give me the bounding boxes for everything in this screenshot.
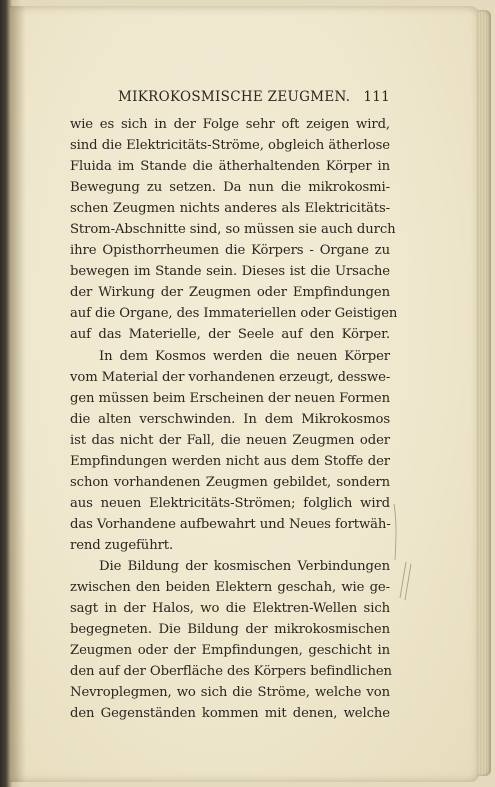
text-line: begegneten. Die Bildung der mikrokosmischen	[70, 622, 390, 638]
text-line: Strom-Abschnitte sind, so müssen sie auch durch	[70, 222, 396, 238]
spine-shadow	[10, 6, 26, 782]
page-edges	[477, 10, 491, 776]
text-line: auf das Materielle, der Seele auf den Körper.	[70, 327, 390, 343]
text-line: Zeugmen oder der Empfindungen, geschicht in	[70, 643, 390, 659]
text-line: Empfindungen werden nicht aus dem Stoffe der	[70, 453, 390, 469]
text-line: den auf der Oberfläche des Körpers befindlichen	[70, 664, 392, 680]
pencil-bracket-mark	[394, 504, 396, 560]
text-line: den Gegenständen kommen mit denen, welche	[70, 706, 390, 722]
body-text	[70, 114, 398, 724]
text-line: das Vorhandene aufbewahrt und Neues fortwäh-	[70, 516, 391, 532]
text-line: rend zugeführt.	[70, 537, 174, 553]
text-line: ist das nicht der Fall, die neuen Zeugmen oder	[70, 432, 390, 448]
text-line: In dem Kosmos werden die neuen Körper	[99, 348, 390, 364]
text-line: ihre Opisthorrheumen die Körpers - Organe zu	[70, 243, 390, 259]
text-line: schon vorhandenen Zeugmen gebildet, sondern	[70, 474, 390, 490]
pencil-stroke-mark	[400, 562, 406, 598]
text-line: gen müssen beim Erscheinen der neuen Formen	[70, 390, 390, 406]
text-line: Die Bildung der kosmischen Verbindungen	[99, 558, 390, 574]
text-line: sind die Elektricitäts-Ströme, obgleich ätherlose	[70, 138, 390, 154]
pencil-stroke-mark	[405, 564, 411, 600]
text-line: die alten verschwinden. In dem Mikrokosmos	[70, 411, 390, 427]
page-number: 111	[363, 89, 390, 105]
running-title: MIKROKOSMISCHE ZEUGMEN.	[118, 89, 351, 105]
text-line: sagt in der Halos, wo die Elektren-Wellen sich	[70, 601, 390, 617]
text-line: schen Zeugmen nichts anderes als Elektricitäts-	[70, 201, 390, 217]
text-line: Fluida im Stande die ätherhaltenden Körper in	[70, 159, 390, 175]
text-line: vom Material der vorhandenen erzeugt, desswe-	[70, 369, 391, 385]
text-line: aus neuen Elektricitäts-Strömen; folglich wird	[70, 495, 390, 511]
text-line: wie es sich in der Folge sehr oft zeigen wird,	[70, 117, 390, 132]
text-line: Nevroplegmen, wo sich die Ströme, welche von	[70, 685, 390, 701]
text-line: auf die Organe, des Immateriellen oder Geistigen	[70, 306, 398, 322]
text-line: bewegen im Stande sein. Dieses ist die Ursache	[70, 264, 390, 280]
margin-pencil-marks	[390, 502, 420, 602]
text-line: Bewegung zu setzen. Da nun die mikrokosmi-	[70, 180, 390, 196]
text-line: zwischen den beiden Elektern geschah, wie ge-	[70, 580, 390, 596]
text-line: der Wirkung der Zeugmen oder Empfindungen	[70, 285, 390, 301]
running-head	[70, 89, 390, 107]
